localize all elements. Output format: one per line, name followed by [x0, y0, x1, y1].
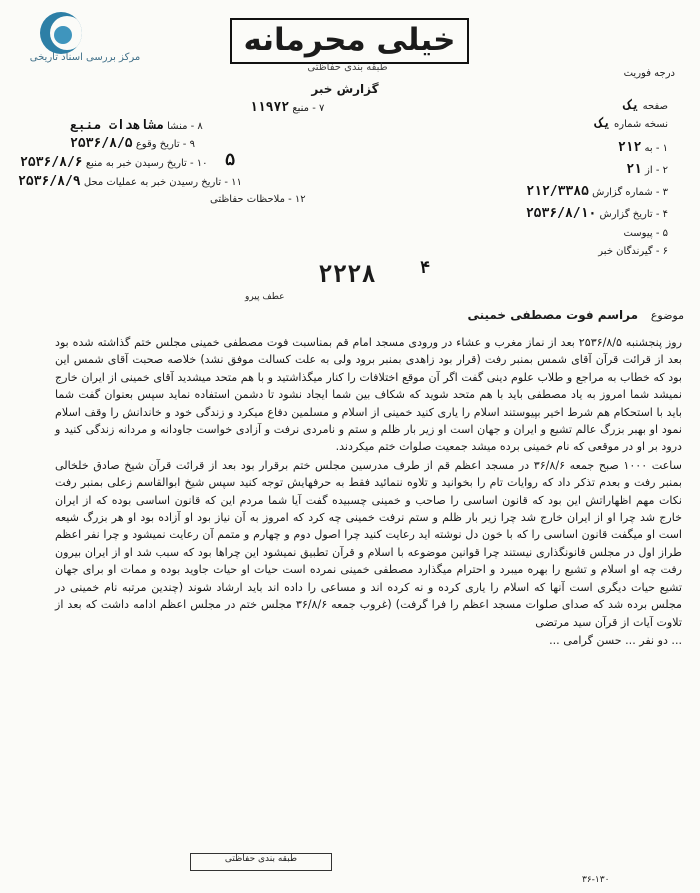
classification-box: خیلی محرمانه	[230, 18, 469, 64]
left-field-label: ۸ - منشا	[167, 121, 203, 132]
right-field-value: ۲۱	[626, 162, 642, 177]
right-field-value: ۲۱۲/۳۳۸۵	[526, 184, 589, 199]
subject-label: موضوع	[650, 309, 684, 322]
right-field-label: ۶ - گیرندگان خبر	[598, 246, 668, 257]
archive-name: مرکز بررسی اسناد تاریخی	[29, 52, 141, 63]
handwritten-stamp: ۲۲۲۸	[318, 260, 376, 288]
report-title: گزارش خبر	[311, 82, 379, 96]
right-field-page	[624, 98, 668, 113]
left-field-value: ۲۵۳۶/۸/۹	[18, 174, 81, 189]
right-field-report-number	[526, 184, 668, 199]
urgency-label: درجه فوریت	[623, 68, 675, 79]
right-field-value: ۲۱۲	[617, 140, 642, 155]
left-field-8	[70, 118, 203, 133]
left-field-12	[210, 194, 306, 205]
left-field-label: ۷ - منبع	[292, 103, 325, 114]
body-paragraph: ... دو نفر ... حسن گرامی ...	[549, 633, 682, 647]
right-field-value: ۲۵۳۶/۸/۱۰	[525, 206, 597, 221]
right-field-label: نسخه شماره	[614, 119, 668, 130]
left-field-label: ۱۱ - تاریخ رسیدن خبر به عملیات محل	[83, 177, 242, 188]
left-field-label: ۹ - تاریخ وقوع	[135, 139, 195, 150]
right-field-from	[626, 162, 668, 177]
right-field-label: ۱ - به	[644, 143, 668, 154]
subject-text: مراسم فوت مصطفی خمینی	[467, 308, 638, 322]
right-field-value: یک	[623, 98, 640, 113]
left-field-label: ۱۰ - تاریخ رسیدن خبر به منبع	[85, 158, 208, 169]
right-field-label: ۴ - تاریخ گزارش	[599, 209, 668, 220]
right-field-recipients	[598, 246, 668, 257]
report-body	[55, 334, 682, 650]
left-field-9	[70, 136, 195, 151]
right-field-label: ۲ - از	[645, 165, 668, 176]
right-field-attachment	[623, 228, 668, 239]
body-paragraph: روز پنجشنبه ۲۵۳۶/۸/۵ بعد از نماز مغرب و عشاء در ورودی مسجد امام قم بمناسبت فوت مصطفی خمینی مجلس ختم گذاشته شده بود بعد از قرائت قرآن آقای شمس بمنبر رفت (قرار بود زاهدی بمنبر برود ولی به علت کسالت موفق نشد) خلاصه صحبت آقای شمس این بود که خطاب به مراجع و طلاب علوم دینی گفت اگر آن موقع اختلافات را کنار میگذاشتید و با هم متحد میشدید آقای خمینی از ایران خارج نمیشد شما امروز به یاد مصطفی باید با هم متحد شوید که شکاف بین شما ایجاد نشود تا دشمن استفاده نماید سپس بعنوان گفت شما باید با استحکام هم شرط اخیر بپیوستند اسلام را یاری کنید خمینی از اسلام و مسلمین دفاع میکرد و زندگی خود و خاندانش را وقف اسلام نمود او بهبر بزرگ عالم تشیع و ایران و جهان است او زیر بار ظلم و ستم و نامردی نرفت و آزادی خواست جاودانه و مردانه زندگی کنید و درود بر او در موقعی که نام خمینی برده میشد جمعیت صلوات ختم میکردند.	[55, 336, 683, 454]
classification-subtitle: طبقه بندی حفاظتی	[307, 62, 388, 73]
footer-code: ۳۶-۱۳۰	[582, 875, 610, 885]
left-field-value: ۱۱۹۷۲	[250, 100, 290, 115]
reference-note: عطف پیرو	[245, 292, 285, 302]
left-field-label: ۱۲ - ملاحظات حفاظتی	[210, 194, 306, 205]
right-field-label: صفحه	[642, 101, 668, 112]
right-field-copy	[595, 116, 668, 131]
left-field-value: مشاهدات منبع	[70, 118, 164, 133]
archive-logo	[40, 12, 82, 54]
left-field-11	[18, 174, 242, 189]
handwritten-mark: ۵	[225, 150, 236, 170]
left-field-7	[250, 100, 324, 115]
footer-classification-box: طبقه بندی حفاظتی	[190, 853, 332, 871]
left-field-value: ۲۵۳۶/۸/۶	[20, 155, 83, 170]
left-field-value: ۲۵۳۶/۸/۵	[70, 136, 133, 151]
right-field-label: ۵ - پیوست	[623, 228, 668, 239]
left-field-10	[20, 155, 208, 170]
right-field-report-date	[526, 206, 668, 221]
right-field-to	[618, 140, 668, 155]
body-paragraph: ساعت ۱۰۰۰ صبح جمعه ۳۶/۸/۶ در مسجد اعظم قم از طرف مدرسین مجلس ختم برقرار بود بعد از قرائت قرآن شیخ صادق خلخالی بمنبر رفت و بعدم تذکر داد که روایات تام را بخوانید و تلاوه ننمائید فقط به حرفهایش توجه کنید سپس شیخ ابوالقاسم زعلی بمنبر رفت نکات مهم اظهاراتش این بود که قانون اساسی را صاحب و خمینی چسبیده گفت آیا شما مردم این که قانون اساسی بوده که از ایران خارج شد چرا او از ایران خارج شد چرا زیر بار ظلم و ستم نرفت خمینی چه کرد که امروز به آن نیاز بود او آزاده بود او هر بزرگ شیعه است او میگفت قانون اساسی را که با خون دل نوشته اید رعایت کنید چرا اصول دوم و چهارم و متمم آن رعایت نمیشود و چرا نفر اعظم طراز اول در مجلس قانونگذاری نیستند چرا قوانین موضوعه با اسلام و قرآن تطبیق نمیشود این چراها بود که سبب شد او از ایران بیرون رفت چه او اسلام و تشیع را بهره میبرد و احترام میگذارد مصطفی خمینی نمرده است حیات او حیات جاوید بوده و ممات او برای جهان تشیع حیات دیگری است آنها که اسلام را یاری کرده و نه کرده اند و مساعی را داده اند باید ارشاد شوند (چندین مرتبه نام خمینی در مجلس برده شد که صدای صلوات مسجد اعظم را فرا گرفت) (غروب جمعه ۳۶/۸/۶ مجلس ختم در مجلس اعظم ادامه داشت که بعد از تلاوت آیات از قرآن سید مرتضی	[55, 458, 683, 629]
right-field-value: یک	[595, 116, 611, 131]
handwritten-mark: ۴	[420, 258, 431, 278]
right-field-label: ۳ - شماره گزارش	[592, 187, 668, 198]
